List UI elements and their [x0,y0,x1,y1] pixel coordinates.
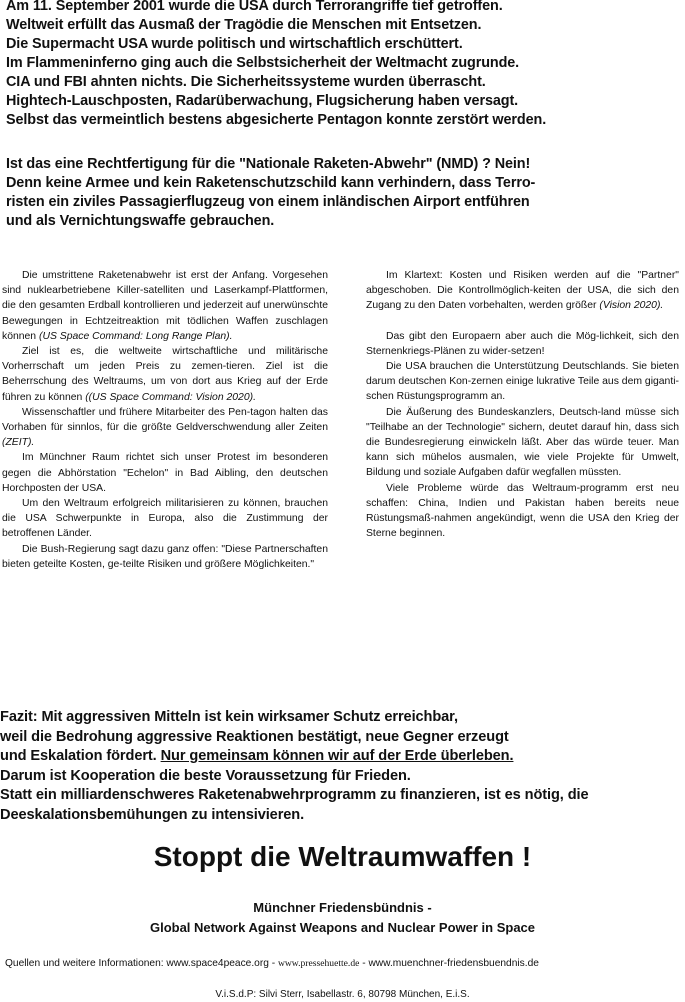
right-paragraph-2: Das gibt den Europaern aber auch die Mög-lichkeit, sich den Sternenkriegs-Plänen zu wider-setzen! [366,330,679,357]
sources-label: Quellen und weitere Informationen: www.space4peace.org - [5,958,278,969]
question-line: Ist das eine Rechtfertigung für die "Nationale Raketen-Abwehr" (NMD) ? Nein! [6,156,531,172]
source-citation: (ZEIT). [2,437,35,449]
sources-line [5,957,685,971]
conclusion-line: Darum ist Kooperation die beste Voraussetzung für Frieden. [0,767,411,784]
question-line: Denn keine Armee und kein Raketenschutzschild kann verhindern, dass Terro- [6,175,536,191]
source-citation: (US Space Command: Long Range Plan). [38,330,233,342]
conclusion-line: Deeskalationsbemühungen zu intensivieren. [0,806,305,823]
paragraph-text: Wissenschaftler und frühere Mitarbeiter des Pen-tagon halten das Vorhaben für sinnlos, für die größte Geldverschwendung aller Zeiten [2,406,328,434]
sources-middle-site: www.pressehuette.de [277,958,360,969]
imprint-line: V.i.S.d.P: Silvi Sterr, Isabellastr. 6, 80798 München, E.i.S. [215,989,470,1000]
conclusion-line [0,747,685,767]
right-paragraph-5: Viele Probleme würde das Weltraum-programm erst neu schaffen: China, Indien und Pakistan haben bereits neue Rüstungsmaß-nahmen angekündigt, wenn die USA den Krieg der Sterne beginnen. [366,482,679,540]
conclusion-line: Statt ein milliardenschweres Raketenabwehrprogramm zu finanzieren, ist es nötig, die [0,787,589,804]
source-citation: ((US Space Command: Vision 2020). [85,391,256,403]
right-paragraph-4: Die Äußerung des Bundeskanzlers, Deutsch-land müsse sich "Teilhabe an der Technologie" sichern, deutet darauf hin, dass sich die Bundesregierung einwickeln läßt. Aber das würde teuer. Man kann sich mühelos ausmalen, wie viele Projekte für Umwelt, Bildung und soziale Aufgaben dafür wegfallen müssten. [366,406,679,479]
intro-line: Im Flammeninferno ging auch die Selbstsicherheit der Weltmacht zugrunde. [6,55,520,71]
intro-line: Weltweit erfüllt das Ausmaß der Tragödie die Menschen mit Entsetzen. [6,17,482,33]
intro-paragraph [6,0,676,130]
organization-block [0,898,685,938]
network-name: Global Network Against Weapons and Nuclear Power in Space [149,920,536,935]
question-paragraph [6,155,676,231]
left-paragraph-6: Die Bush-Regierung sagt dazu ganz offen: "Diese Partnerschaften bieten geteilte Kosten, ge-teilte Risiken und größere Möglichkeiten." [2,543,328,570]
left-paragraph-5: Um den Weltraum erfolgreich militarisieren zu können, brauchen die USA Schwerpunkte in Europa, also die Zustimmung der betroffenen Länder. [2,498,328,540]
intro-line: CIA und FBI ahnten nichts. Die Sicherheitssysteme wurden überrascht. [6,74,486,90]
intro-line: Die Supermacht USA wurde politisch und wirtschaftlich erschüttert. [6,36,463,52]
right-column [366,268,679,541]
conclusion-text: und Eskalation fördert. [0,748,157,765]
source-citation: (Vision 2020). [599,300,664,312]
right-paragraph-1 [366,268,679,314]
paragraph-text: Die umstrittene Raketenabwehr ist erst der Anfang. Vorgesehen sind nuklearbetriebene Killer-satelliten und Laserkampf-Plattformen, die den gesamten Erdball kontrollieren und jederzeit auf unerwünschte Bewegungen in Echtzeitreaktion mit tödlichen Waffen zuschlagen können [2,270,328,342]
left-paragraph-1 [2,268,328,344]
left-column [2,268,328,572]
left-paragraph-4: Im Münchner Raum richtet sich unser Protest im besonderen gegen die Abhörstation "Echelon" in Bad Aibling, den deutschen Horchposten der USA. [2,452,328,494]
intro-line: Am 11. September 2001 wurde die USA durch Terrorangriffe tief getroffen. [6,0,503,14]
organization-name: Münchner Friedensbündnis - [253,900,432,915]
slogan-headline: Stoppt die Weltraumwaffen ! [153,841,532,872]
right-paragraph-3: Die USA brauchen die Unterstützung Deutschlands. Sie bieten darum deutschen Kon-zernen einige lukrative Teile aus dem giganti-schen Rüstungsprogramm an. [366,361,679,403]
intro-line: Hightech-Lauschposten, Radarüberwachung, Flugsicherung haben versagt. [6,93,519,109]
conclusion-paragraph [0,708,685,826]
paragraph-text: Im Klartext: Kosten und Risiken werden auf die "Partner" abgeschoben. Die Kontrollmöglich-keiten der USA, die sich den Zugang zu den Daten vorbehalten, werden größer [366,270,679,312]
sources-end-site: - www.muenchner-friedensbuendnis.de [359,958,539,969]
conclusion-line: weil die Bedrohung aggressive Reaktionen bestätigt, neue Gegner erzeugt [0,728,509,745]
conclusion-line: Fazit: Mit aggressiven Mitteln ist kein wirksamer Schutz erreichbar, [0,709,458,725]
underlined-statement: Nur gemeinsam können wir auf der Erde überleben. [160,748,514,765]
question-line: und als Vernichtungswaffe gebrauchen. [6,213,275,229]
paragraph-text: Ziel ist es, die weltweite wirtschaftliche und militärische Vorherrschaft um jeden Preis zu zemen-tieren. Ziel ist die Beherrschung des Weltraums, um von dort aus Krieg auf der Erde führen zu können [2,346,328,403]
left-paragraph-2 [2,344,328,405]
left-paragraph-3 [2,405,328,451]
intro-line: Selbst das vermeintlich bestens abgesicherte Pentagon konnte zerstört werden. [6,112,547,128]
question-line: risten ein ziviles Passagierflugzeug von einem inländischen Airport entführen [6,194,530,210]
